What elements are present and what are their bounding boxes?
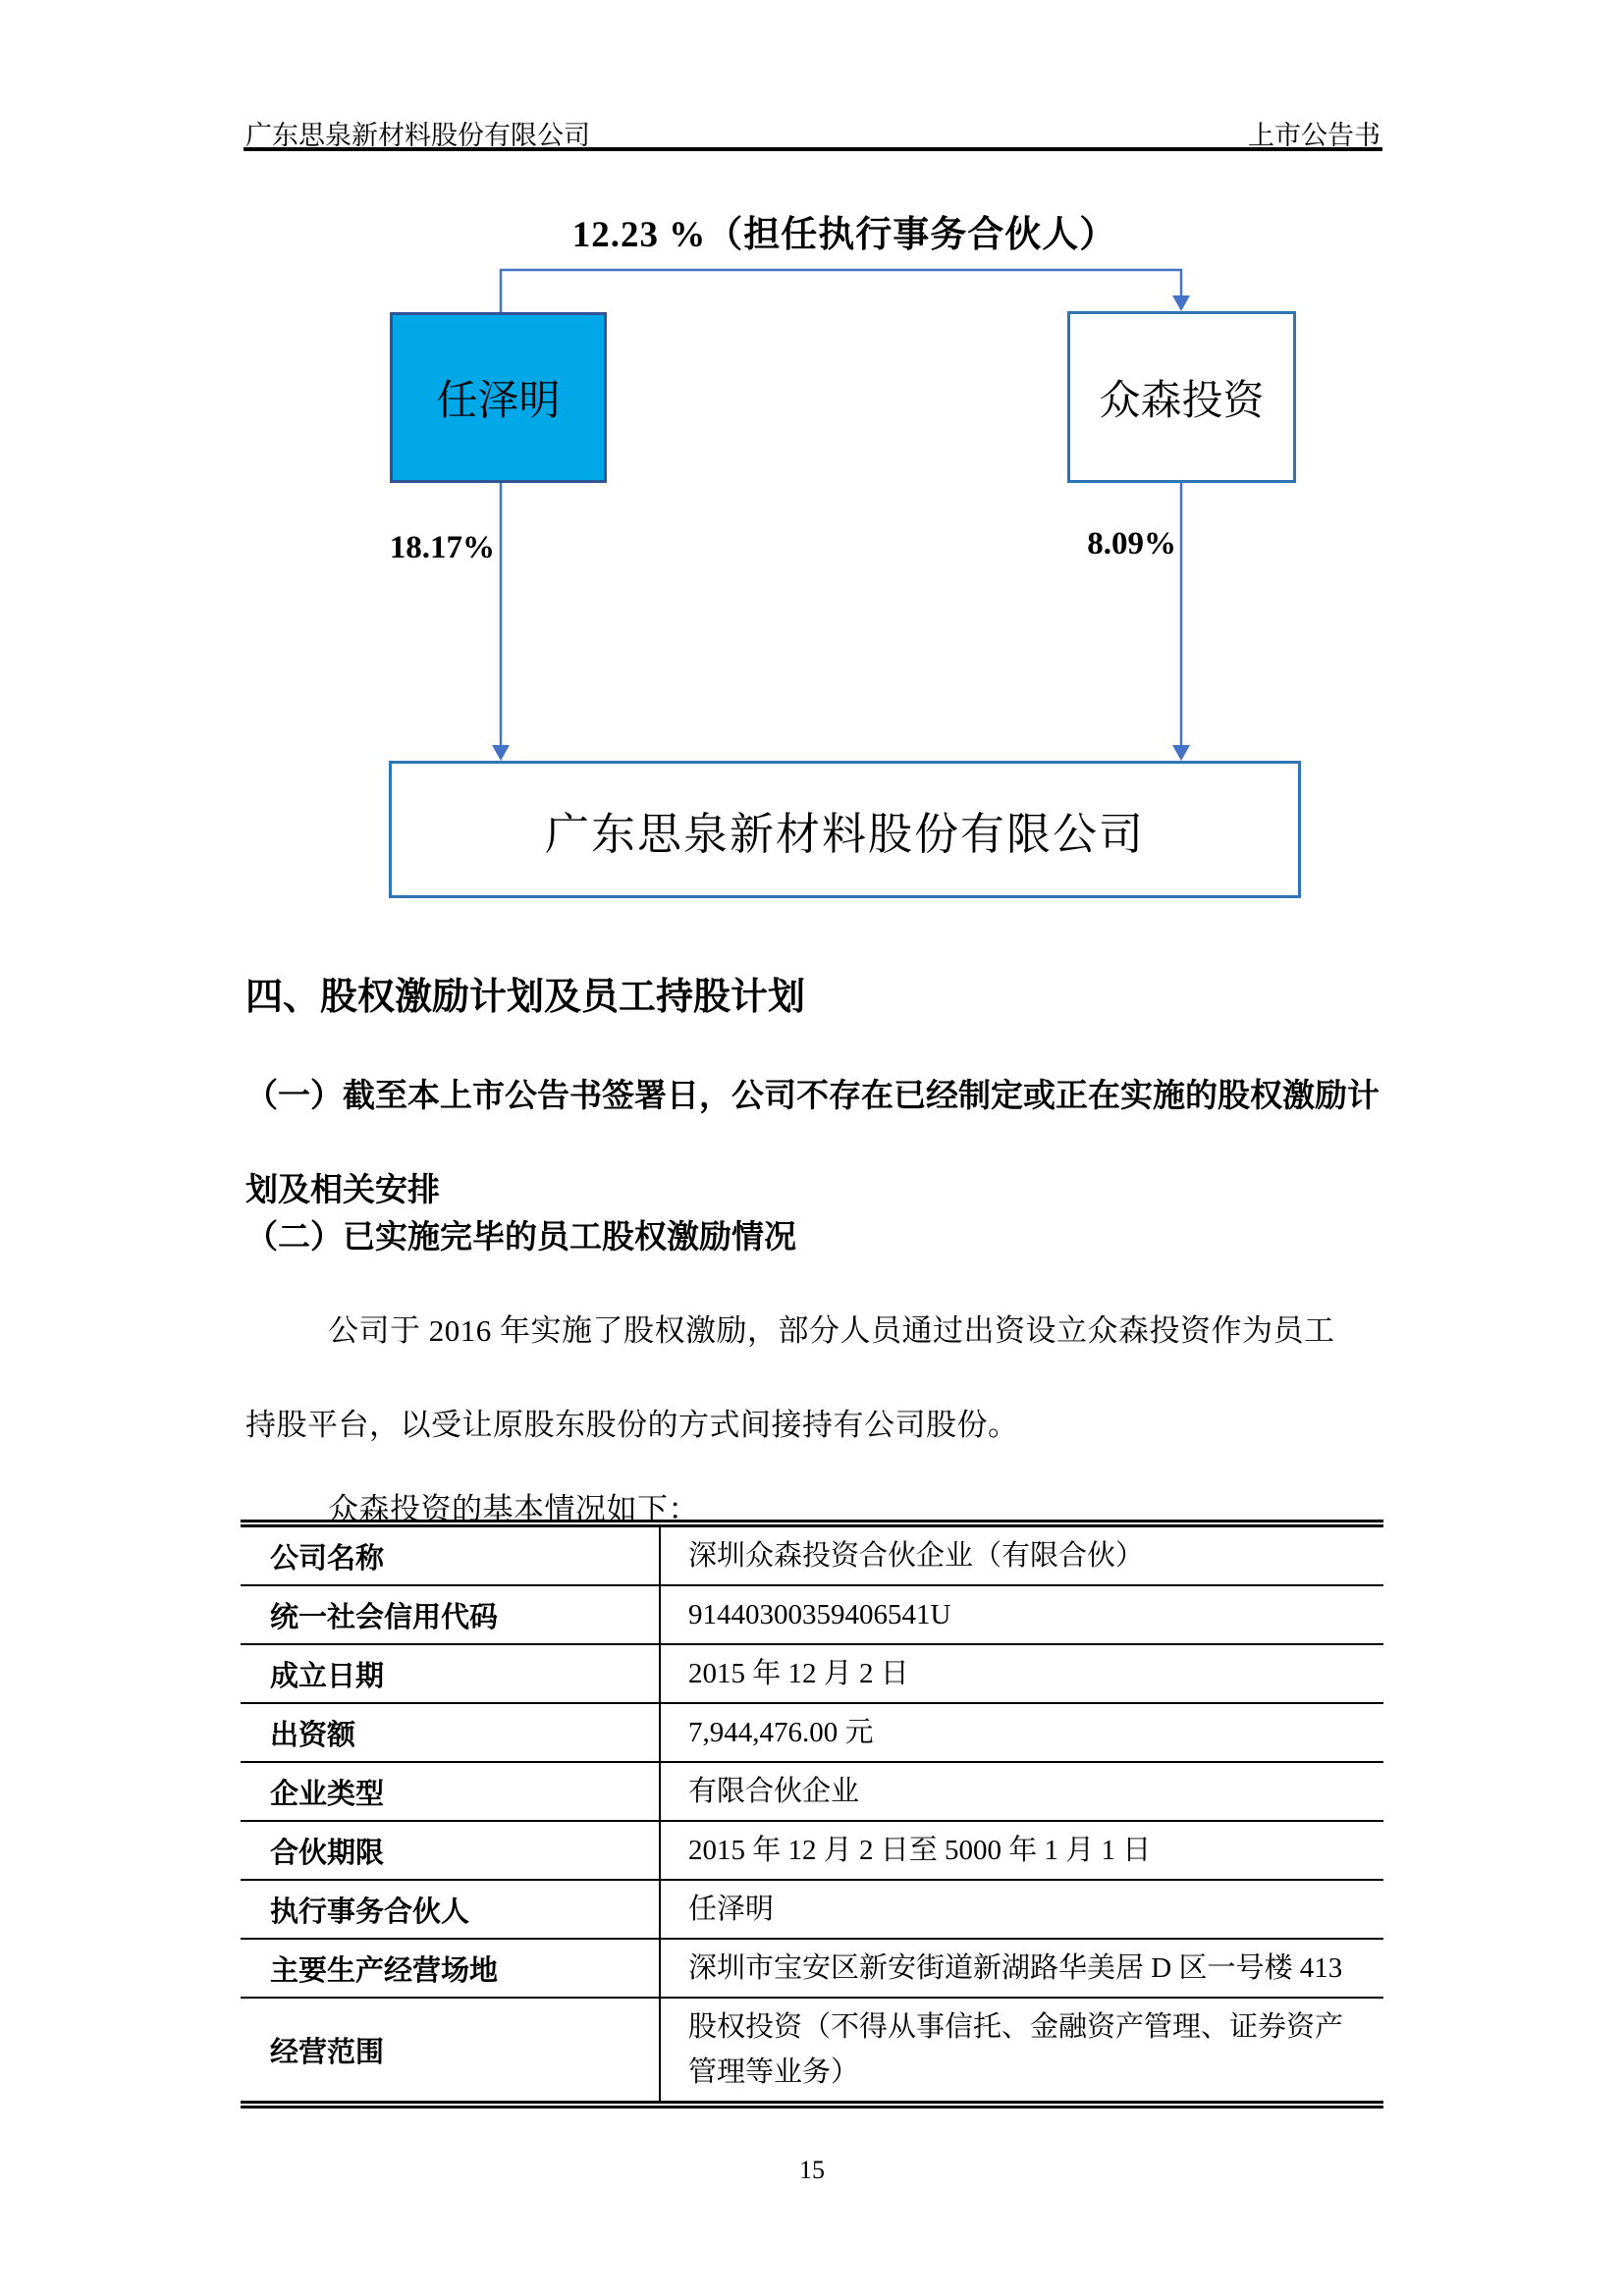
- subsection-heading-1-line2: 划及相关安排: [245, 1171, 440, 1207]
- table-row: [241, 1939, 1383, 1998]
- company-info-table: [241, 1520, 1383, 2109]
- row-label: 企业类型: [241, 1762, 660, 1821]
- row-value: 深圳众森投资合伙企业（有限合伙）: [688, 1540, 1145, 1572]
- row-label: 成立日期: [241, 1644, 660, 1703]
- paragraph-line1: 公司于 2016 年实施了股权激励，部分人员通过出资设立众森投资作为员工: [328, 1313, 1335, 1348]
- row-label: 统一社会信用代码: [241, 1585, 660, 1644]
- table-row: [241, 1703, 1383, 1762]
- page-number: 15: [799, 2156, 825, 2184]
- row-value: 2015 年 12 月 2 日至 5000 年 1 月 1 日: [688, 1835, 1152, 1866]
- node-label: 任泽明: [436, 379, 561, 424]
- arrowhead-down-icon: [1172, 295, 1190, 311]
- row-value: 2015 年 12 月 2 日: [688, 1658, 909, 1689]
- table-row: [241, 1998, 1383, 2105]
- header-rule: [244, 147, 1382, 151]
- row-label: 出资额: [241, 1703, 660, 1762]
- table-intro-text: 众森投资的基本情况如下：: [328, 1492, 699, 1526]
- row-value: 91440300359406541U: [688, 1599, 951, 1630]
- table-row: [241, 1585, 1383, 1644]
- header-doc-type: 上市公告书: [1248, 121, 1380, 150]
- subsection-heading-1-line1: （一）截至本上市公告书签署日，公司不存在已经制定或正在实施的股权激励计: [245, 1077, 1380, 1113]
- ownership-percentage-ren: 18.17%: [389, 530, 495, 565]
- ownership-percentage-zhongsen: 8.09%: [1087, 526, 1176, 561]
- row-label: 经营范围: [241, 1998, 660, 2105]
- arrowhead-down-icon: [492, 745, 510, 761]
- connector-ren-to-zhongsen: [501, 270, 1181, 312]
- subsection-heading-2: （二）已实施完毕的员工股权激励情况: [245, 1218, 796, 1255]
- arrowhead-down-icon: [1172, 745, 1190, 761]
- header-company-name: 广东思泉新材料股份有限公司: [245, 121, 590, 150]
- diagram-node-company: [389, 761, 1301, 898]
- node-label: 广东思泉新材料股份有限公司: [544, 809, 1145, 859]
- row-value: 有限合伙企业: [688, 1776, 860, 1807]
- diagram-node-renzeming: [390, 312, 607, 483]
- row-value: 任泽明: [688, 1894, 775, 1925]
- node-label: 众森投资: [1099, 378, 1265, 424]
- paragraph-line2: 持股平台，以受让原股东股份的方式间接持有公司股份。: [245, 1408, 1019, 1442]
- row-label: 执行事务合伙人: [241, 1880, 660, 1939]
- table-row: [241, 1880, 1383, 1939]
- section-heading-4: 四、股权激励计划及员工持股计划: [245, 977, 806, 1018]
- row-value: 深圳市宝安区新安街道新湖路华美居 D 区一号楼 413: [688, 1952, 1343, 1984]
- table-row: [241, 1821, 1383, 1880]
- table-row: [241, 1644, 1383, 1703]
- table-row: [241, 1523, 1383, 1585]
- table-row: [241, 1762, 1383, 1821]
- row-label: 主要生产经营场地: [241, 1939, 660, 1998]
- row-label: 公司名称: [241, 1523, 660, 1585]
- row-label: 合伙期限: [241, 1821, 660, 1880]
- row-value: 股权投资（不得从事信托、金融资产管理、证券资产管理等业务）: [688, 2011, 1344, 2088]
- row-value: 7,944,476.00 元: [688, 1717, 874, 1748]
- diagram-node-zhongsen: [1067, 311, 1296, 483]
- diagram-top-label: 12.23 %（担任执行事务合伙人）: [571, 215, 1117, 255]
